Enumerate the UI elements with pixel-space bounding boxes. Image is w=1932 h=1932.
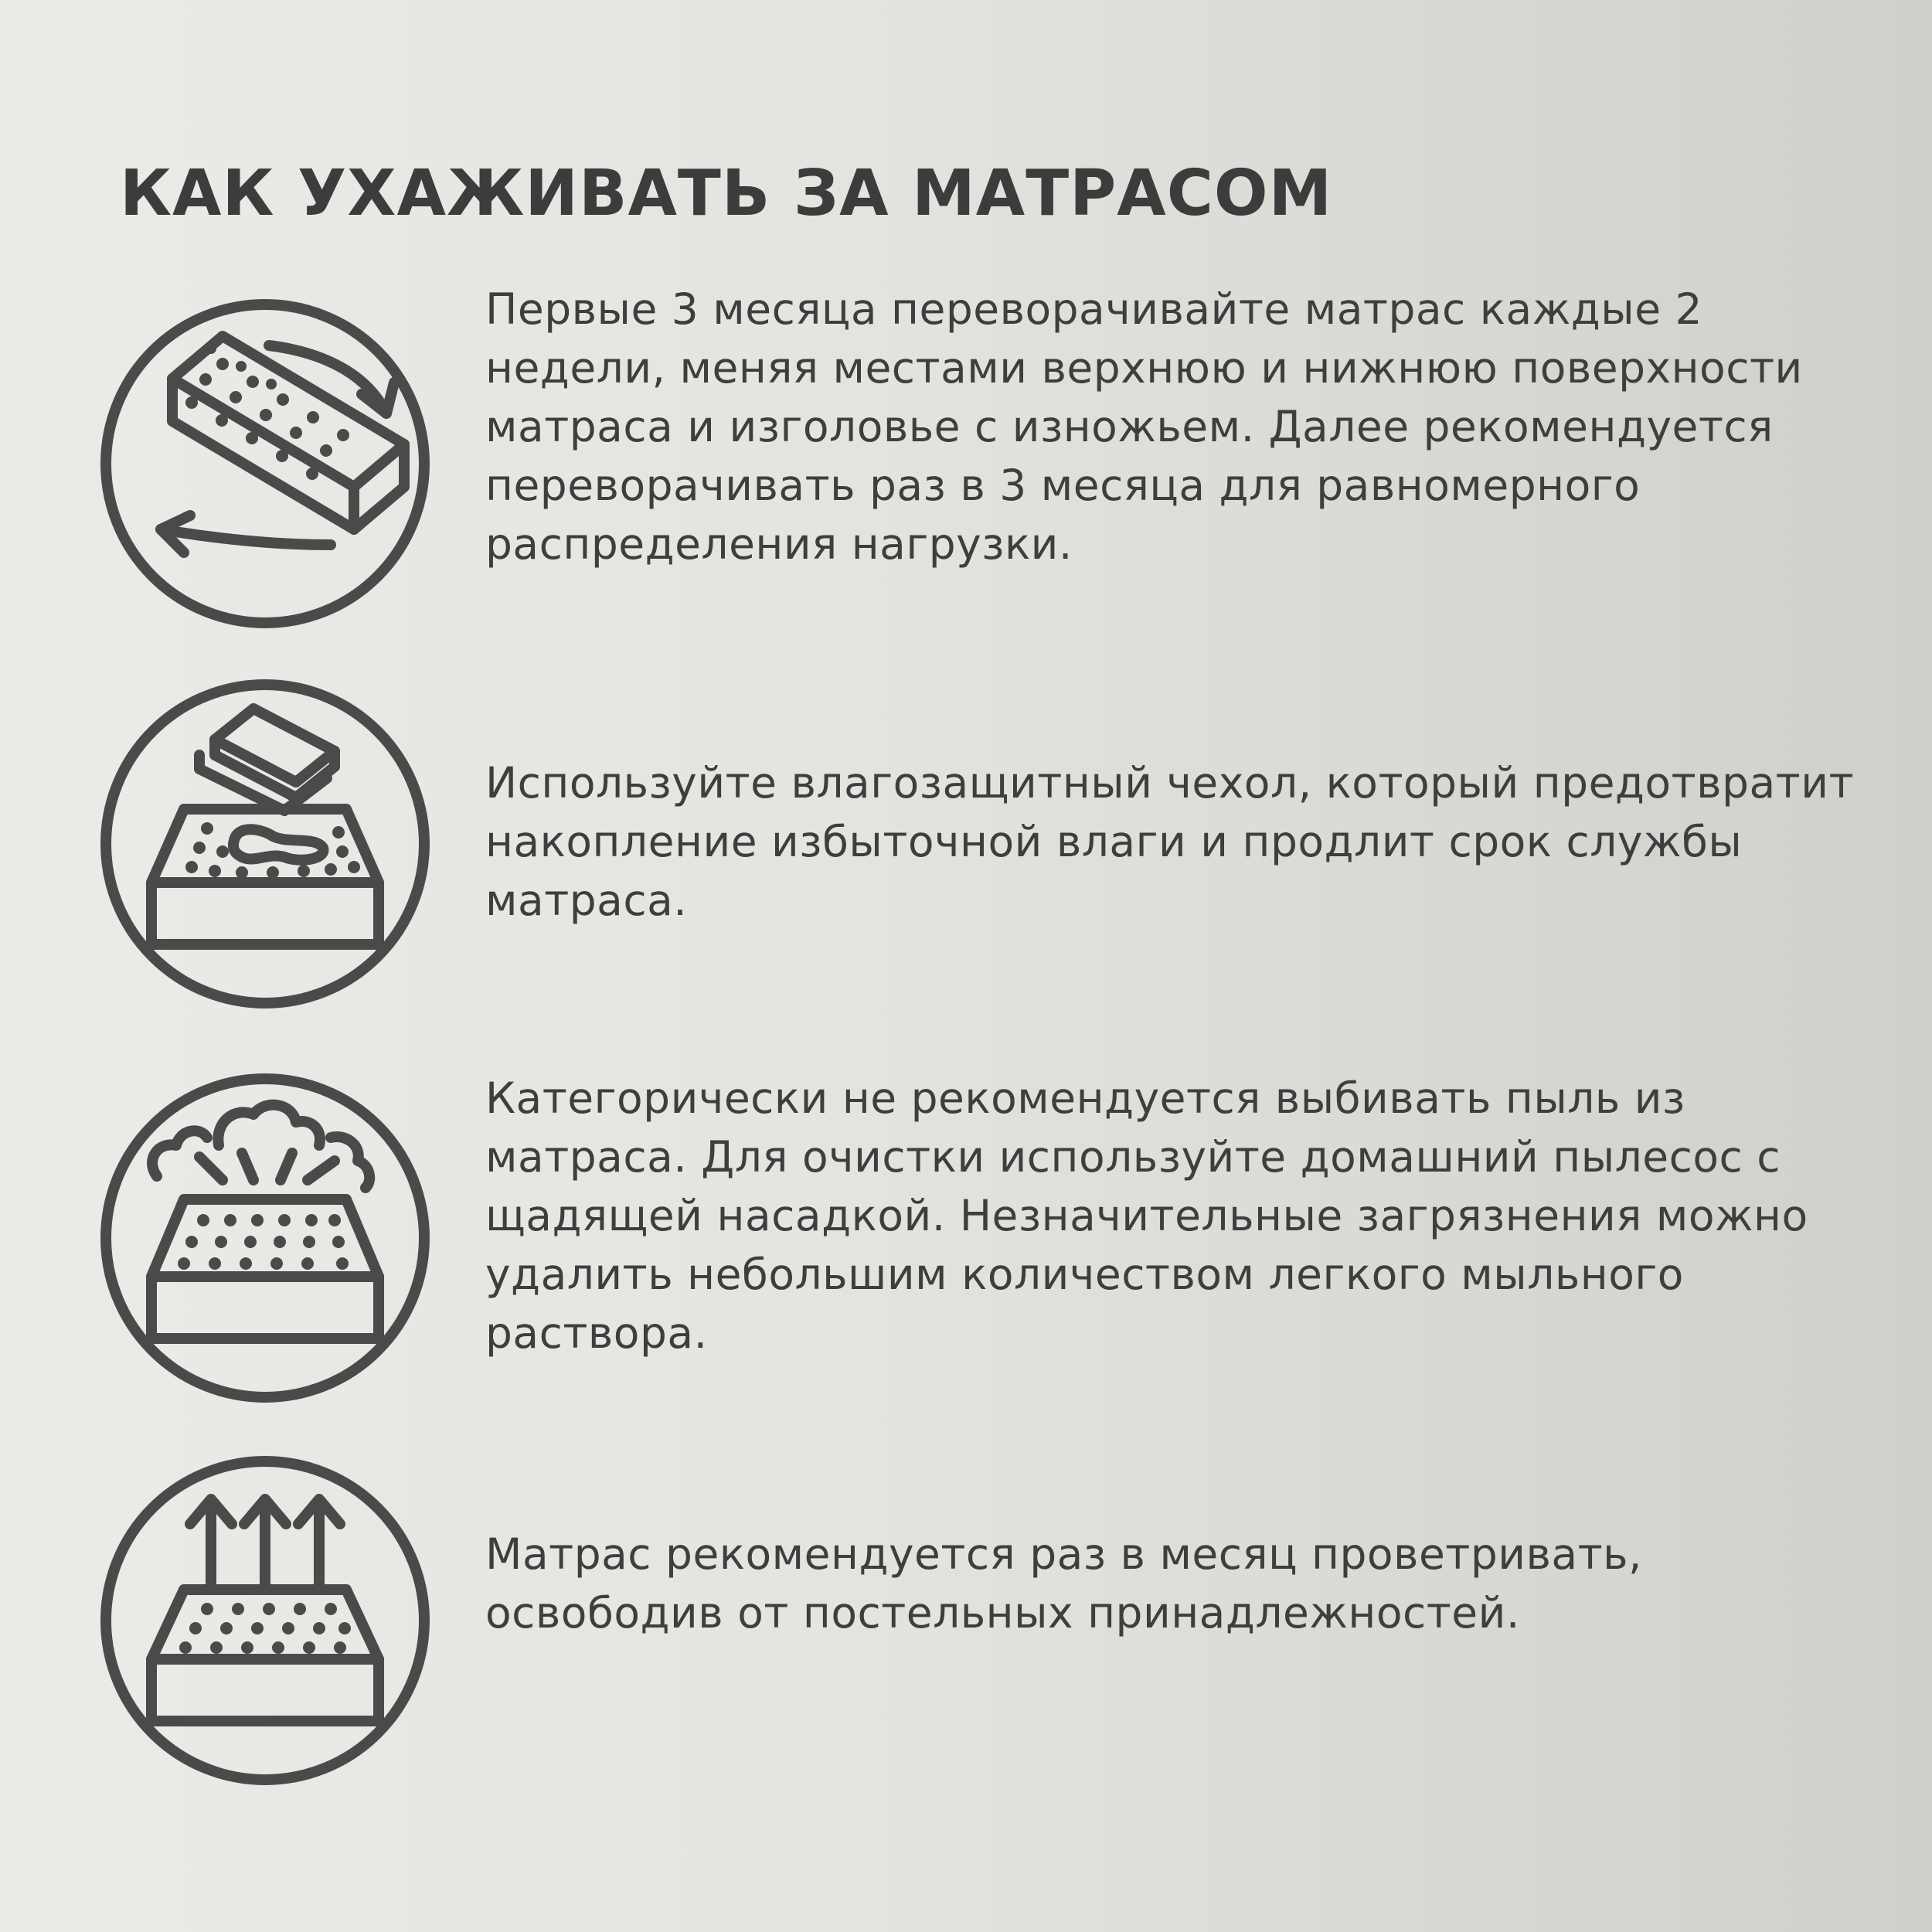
care-text-cover: Используйте влагозащитный чехол, который предотвратит накопление избыточной влаги и продлит срок службы матраса. <box>485 758 1854 925</box>
page-title: КАК УХАЖИВАТЬ ЗА МАТРАСОМ <box>120 157 1333 230</box>
mattress-dust-icon <box>99 1072 431 1404</box>
care-text-dust: Категорически не рекомендуется выбивать пыль из матраса. Для очистки используйте домашний пылесос с щадящей насадкой. Незначительные загрязнения можно удалить небольшим количеством легкого мыльного раствора. <box>485 1073 1808 1358</box>
mattress-cover-icon <box>99 678 431 1010</box>
mattress-airing-icon <box>99 1454 431 1787</box>
care-text-airing: Матрас рекомендуется раз в месяц проветривать, освободив от постельных принадлежностей. <box>485 1529 1643 1638</box>
care-text-flip: Первые 3 месяца переворачивайте матрас каждые 2 недели, меняя местами верхнюю и нижнюю поверхности матраса и изголовье с изножьем. Далее рекомендуется переворачивать раз в 3 месяца для равномерного распределения нагрузки. <box>485 284 1803 569</box>
mattress-flip-icon <box>99 298 431 630</box>
